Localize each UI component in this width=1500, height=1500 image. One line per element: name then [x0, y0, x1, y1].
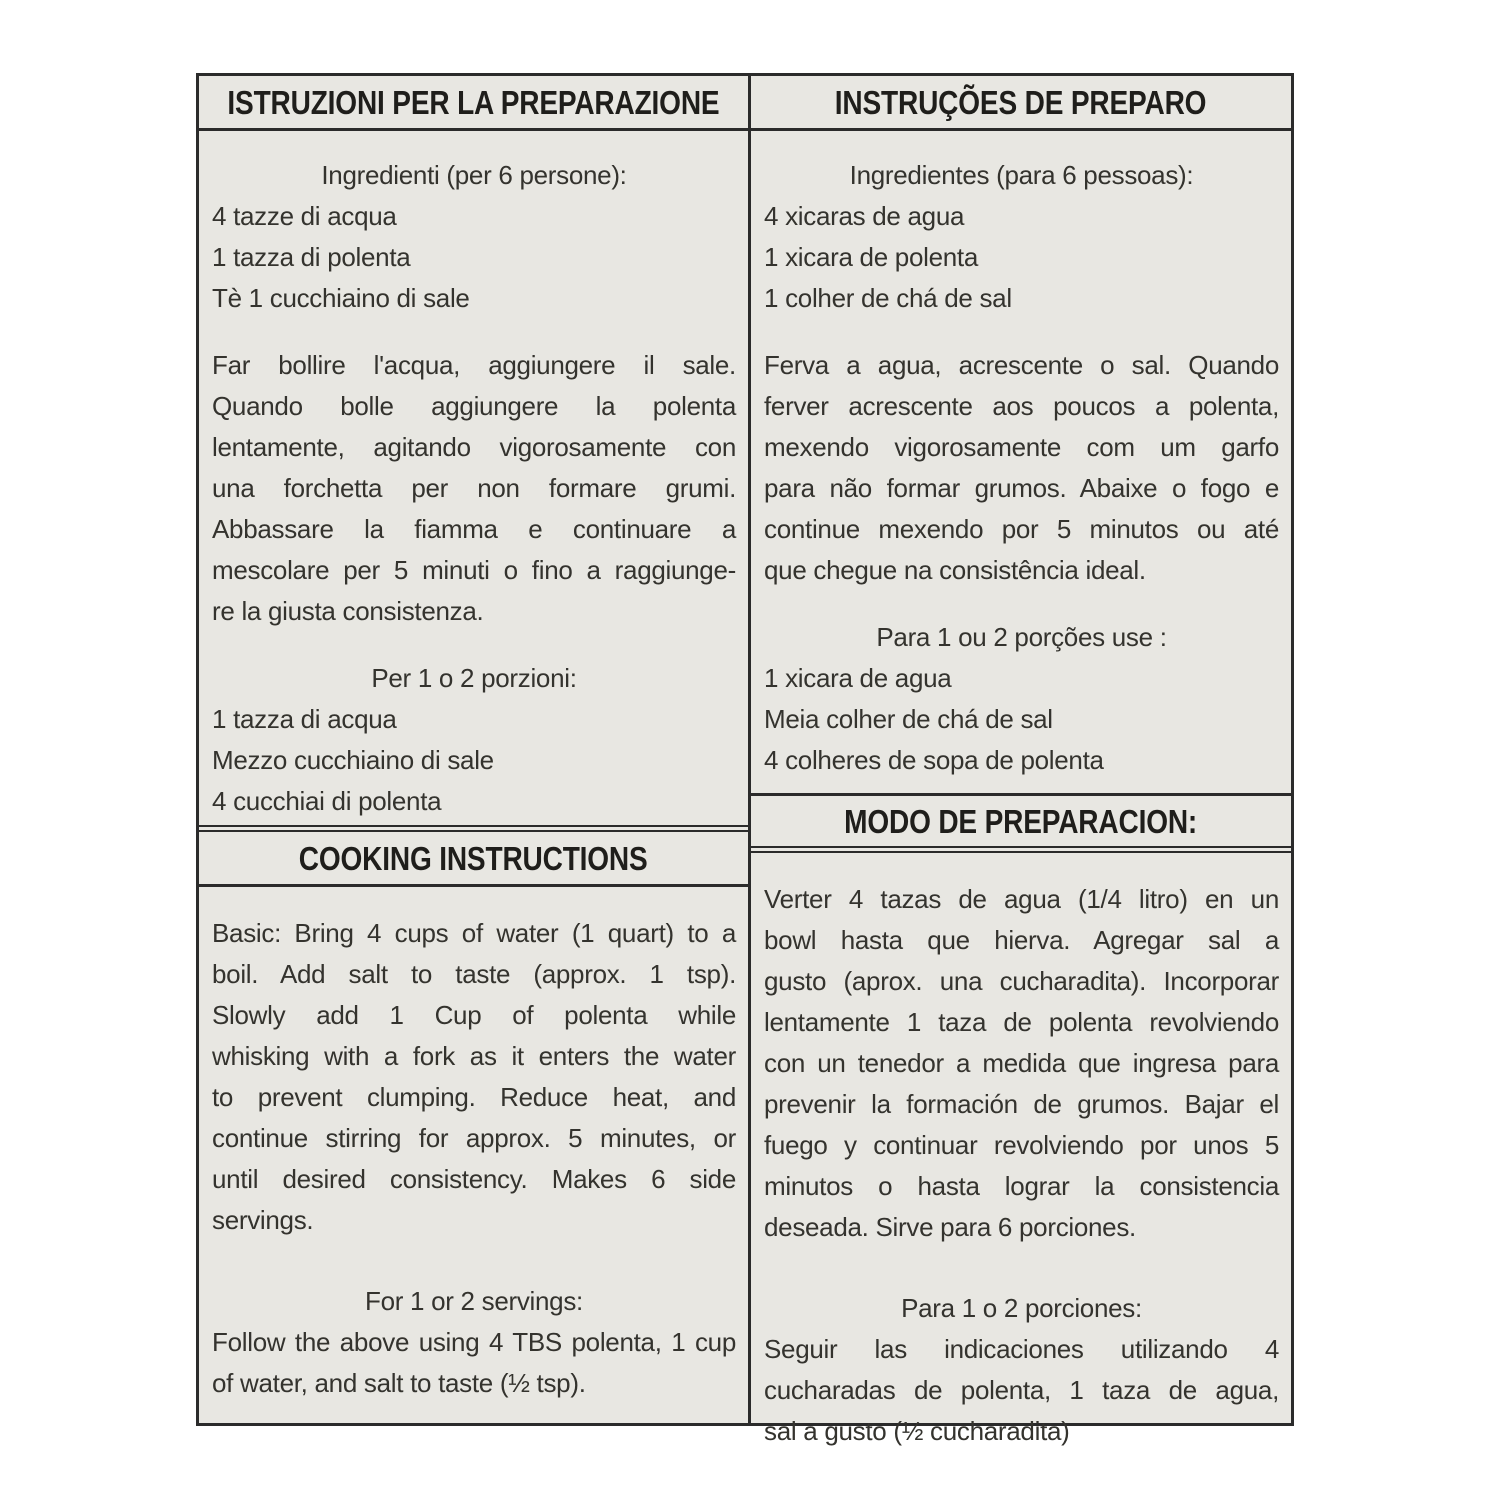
text-line: servings.	[212, 1205, 314, 1235]
english-servings-title: For 1 or 2 servings:	[365, 1286, 583, 1316]
text-line: mescolare per 5 minuti o fino a raggiunge-	[212, 555, 736, 585]
italian-section-body	[199, 131, 748, 832]
text-line: mexendo vigorosamente com um garfo	[764, 432, 1279, 462]
text-line: 1 tazza di acqua	[212, 704, 397, 734]
portuguese-directions-paragraph	[764, 345, 1279, 591]
portuguese-ingredients-title: Ingredientes (para 6 pessoas):	[849, 160, 1194, 190]
english-section-title: COOKING INSTRUCTIONS	[299, 839, 648, 877]
text-line: cucharadas de polenta, 1 taza de agua,	[764, 1375, 1279, 1405]
text-line: 1 xicara de polenta	[764, 242, 979, 272]
instructions-panel	[196, 73, 1294, 1446]
text-line: Tè 1 cucchiaino di sale	[212, 283, 470, 313]
italian-servings-list	[212, 699, 736, 822]
text-line: Seguir las indicaciones utilizando 4	[764, 1334, 1279, 1364]
text-line: whisking with a fork as it enters the water	[212, 1041, 736, 1071]
text-line: until desired consistency. Makes 6 side	[212, 1164, 736, 1194]
text-line: 4 cucchiai di polenta	[212, 786, 442, 816]
italian-section-title: ISTRUZIONI PER LA PREPARAZIONE	[227, 83, 720, 121]
text-line: 1 tazza di polenta	[212, 242, 411, 272]
english-directions-paragraph	[212, 913, 736, 1241]
text-line: para não formar grumos. Abaixe o fogo e	[764, 473, 1279, 503]
portuguese-servings-title: Para 1 ou 2 porções use :	[876, 622, 1167, 652]
text-line: ferver acrescente aos poucos a polenta,	[764, 391, 1279, 421]
text-line: minutos o hasta lograr la consistencia	[764, 1171, 1279, 1201]
text-line: boil. Add salt to taste (approx. 1 tsp).	[212, 959, 736, 989]
text-line: continue stirring for approx. 5 minutes, or	[212, 1123, 736, 1153]
text-line: continue mexendo por 5 minutos ou até	[764, 514, 1279, 544]
text-line: prevenir la formación de grumos. Bajar el	[764, 1089, 1279, 1119]
text-line: una forchetta per non formare grumi.	[212, 473, 736, 503]
text-line: con un tenedor a medida que ingresa para	[764, 1048, 1279, 1078]
spanish-directions-paragraph	[764, 879, 1279, 1248]
text-line: deseada. Sirve para 6 porciones.	[764, 1212, 1136, 1242]
text-line: Verter 4 tazas de agua (1/4 litro) en un	[764, 884, 1279, 914]
text-line: Quando bolle aggiungere la polenta	[212, 391, 736, 421]
text-line: que chegue na consistência ideal.	[764, 555, 1146, 585]
portuguese-servings-list	[764, 658, 1279, 781]
portuguese-section-title: INSTRUÇÕES DE PREPARO	[835, 83, 1207, 121]
english-section-body	[199, 887, 748, 1423]
text-line: 4 tazze di acqua	[212, 201, 397, 231]
column-right	[751, 76, 1291, 1446]
text-line: Meia colher de chá de sal	[764, 704, 1053, 734]
text-line: Far bollire l'acqua, aggiungere il sale.	[212, 350, 736, 380]
text-line: bowl hasta que hierva. Agregar sal a	[764, 925, 1279, 955]
text-line: 4 colheres de sopa de polenta	[764, 745, 1104, 775]
text-line: Abbassare la fiamma e continuare a	[212, 514, 736, 544]
text-line: fuego y continuar revolviendo por unos 5	[764, 1130, 1279, 1160]
portuguese-section-header	[751, 76, 1291, 131]
text-line: re la giusta consistenza.	[212, 596, 484, 626]
text-line: 1 xicara de agua	[764, 663, 952, 693]
text-line: lentamente, agitando vigorosamente con	[212, 432, 736, 462]
spanish-servings-paragraph	[764, 1329, 1279, 1452]
italian-directions-paragraph	[212, 345, 736, 632]
text-line: 4 xicaras de agua	[764, 201, 965, 231]
italian-ingredients-list	[212, 196, 736, 319]
text-line: Basic: Bring 4 cups of water (1 quart) to a	[212, 918, 736, 948]
text-line: sal a gusto (½ cucharadita)	[764, 1416, 1070, 1446]
text-line: to prevent clumping. Reduce heat, and	[212, 1082, 736, 1112]
text-line: Mezzo cucchiaino di sale	[212, 745, 494, 775]
column-left	[199, 76, 751, 1423]
text-line: Follow the above using 4 TBS polenta, 1 cup	[212, 1327, 736, 1357]
text-line: Slowly add 1 Cup of polenta while	[212, 1000, 736, 1030]
spanish-servings-title: Para 1 o 2 porciones:	[901, 1293, 1142, 1323]
spanish-section-body	[751, 853, 1291, 1452]
italian-ingredients-title: Ingredienti (per 6 persone):	[321, 160, 627, 190]
italian-servings-title: Per 1 o 2 porzioni:	[371, 663, 577, 693]
text-line: gusto (aprox. una cucharadita). Incorporar	[764, 966, 1279, 996]
english-servings-paragraph	[212, 1322, 736, 1404]
italian-section-header	[199, 76, 748, 131]
text-line: 1 colher de chá de sal	[764, 283, 1012, 313]
text-line: lentamente 1 taza de polenta revolviendo	[764, 1007, 1279, 1037]
text-line: of water, and salt to taste (½ tsp).	[212, 1368, 586, 1398]
text-line: Ferva a agua, acrescente o sal. Quando	[764, 350, 1279, 380]
portuguese-section-body	[751, 131, 1291, 796]
spanish-section-header	[751, 796, 1291, 853]
spanish-section-title: MODO DE PREPARACION:	[844, 802, 1198, 840]
portuguese-ingredients-list	[764, 196, 1279, 319]
english-section-header	[199, 832, 748, 887]
